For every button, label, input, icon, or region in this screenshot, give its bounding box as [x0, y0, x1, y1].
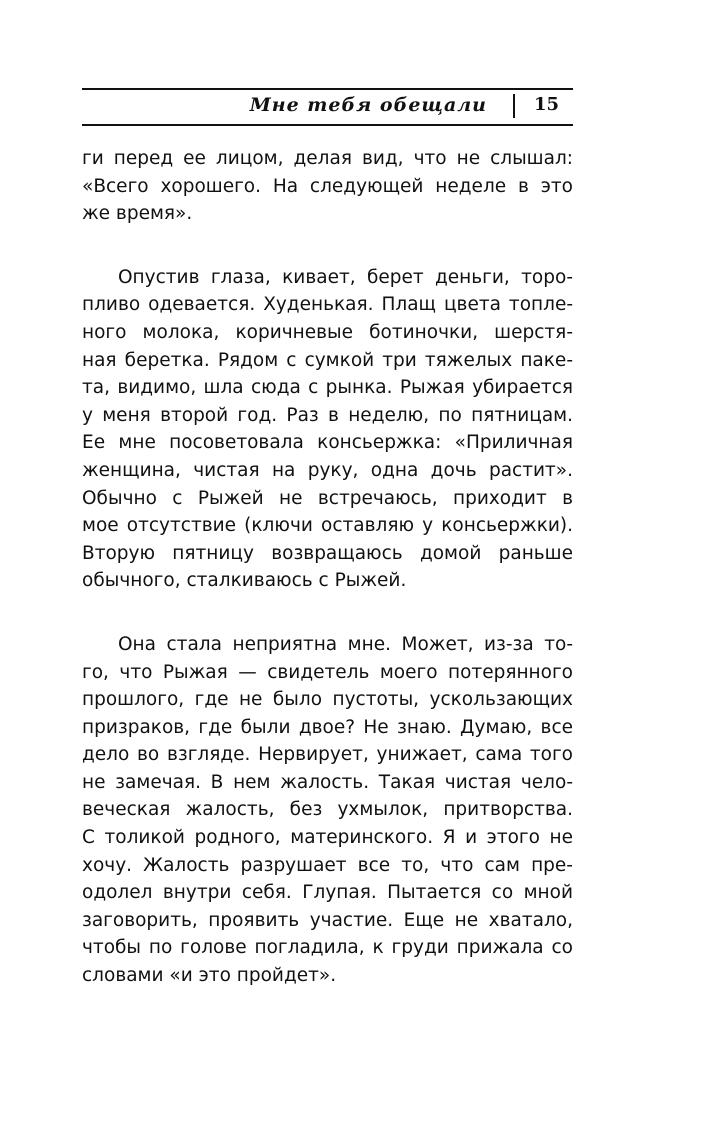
text-line: мое отсутствие (ключи оставляю у консьержки).	[82, 515, 573, 537]
text-line: словами «и это пройдет».	[82, 965, 337, 987]
text-line: дело во взгляде. Нервирует, унижает, сама того	[82, 744, 573, 766]
text-line: не замечая. В нем жалость. Такая чистая чело-	[82, 771, 573, 793]
text-line: ги перед ее лицом, делая вид, что не слышал:	[82, 148, 573, 169]
text-line: Она стала неприятна мне. Может, из-за то-	[118, 633, 573, 655]
text-line: Ее мне посоветовала консьержка: «Приличная	[82, 432, 573, 454]
paragraph-3	[82, 631, 573, 990]
paragraph-gap	[82, 595, 573, 631]
text-line: Обычно с Рыжей не встречаюсь, приходит в	[82, 487, 573, 509]
paragraph-gap	[82, 228, 573, 264]
text-line: у меня второй год. Раз в неделю, по пятницам.	[82, 404, 573, 426]
text-line: прошлого, где не было пустоты, ускользающих	[82, 689, 573, 711]
text-line: Вторую пятницу возвращаюсь домой раньше	[82, 542, 573, 564]
text-line: же время».	[82, 203, 193, 225]
header-separator	[513, 94, 515, 118]
header-title: Мне тебя обещали	[249, 94, 487, 116]
text-line: обычного, сталкиваюсь с Рыжей.	[82, 570, 407, 592]
text-line: одолел внутри себя. Глупая. Пытается со мной	[82, 882, 573, 904]
text-line: ная беретка. Рядом с сумкой три тяжелых паке-	[82, 349, 573, 371]
paragraph-1	[82, 145, 573, 228]
paragraph-2	[82, 264, 573, 595]
text-line: чтобы по голове погладила, к груди прижала со	[82, 937, 573, 959]
text-line: хочу. Жалость разрушает все то, что сам пре-	[82, 854, 573, 876]
text-line: та, видимо, шла сюда с рынка. Рыжая убирается	[82, 377, 573, 399]
text-line: «Всего хорошего. На следующей неделе в это	[82, 175, 573, 197]
body-text	[82, 145, 573, 990]
text-line: С толикой родного, материнского. Я и этого не	[82, 827, 573, 849]
text-line: го, что Рыжая — свидетель моего потерянного	[82, 661, 573, 683]
page-number: 15	[533, 94, 559, 115]
text-line: ного молока, коричневые ботиночки, шерстя-	[82, 321, 573, 343]
text-line: призраков, где были двое? Не знаю. Думаю, все	[82, 716, 573, 738]
text-line: Опустив глаза, кивает, берет деньги, торо-	[118, 266, 573, 288]
text-line: женщина, чистая на руку, одна дочь растит».	[82, 459, 573, 481]
text-line: заговорить, проявить участие. Еще не хватало,	[82, 909, 573, 931]
text-line: пливо одевается. Худенькая. Плащ цвета топле-	[82, 294, 573, 316]
running-header	[82, 88, 573, 126]
text-line: веческая жалость, без ухмылок, притворства.	[82, 799, 573, 821]
